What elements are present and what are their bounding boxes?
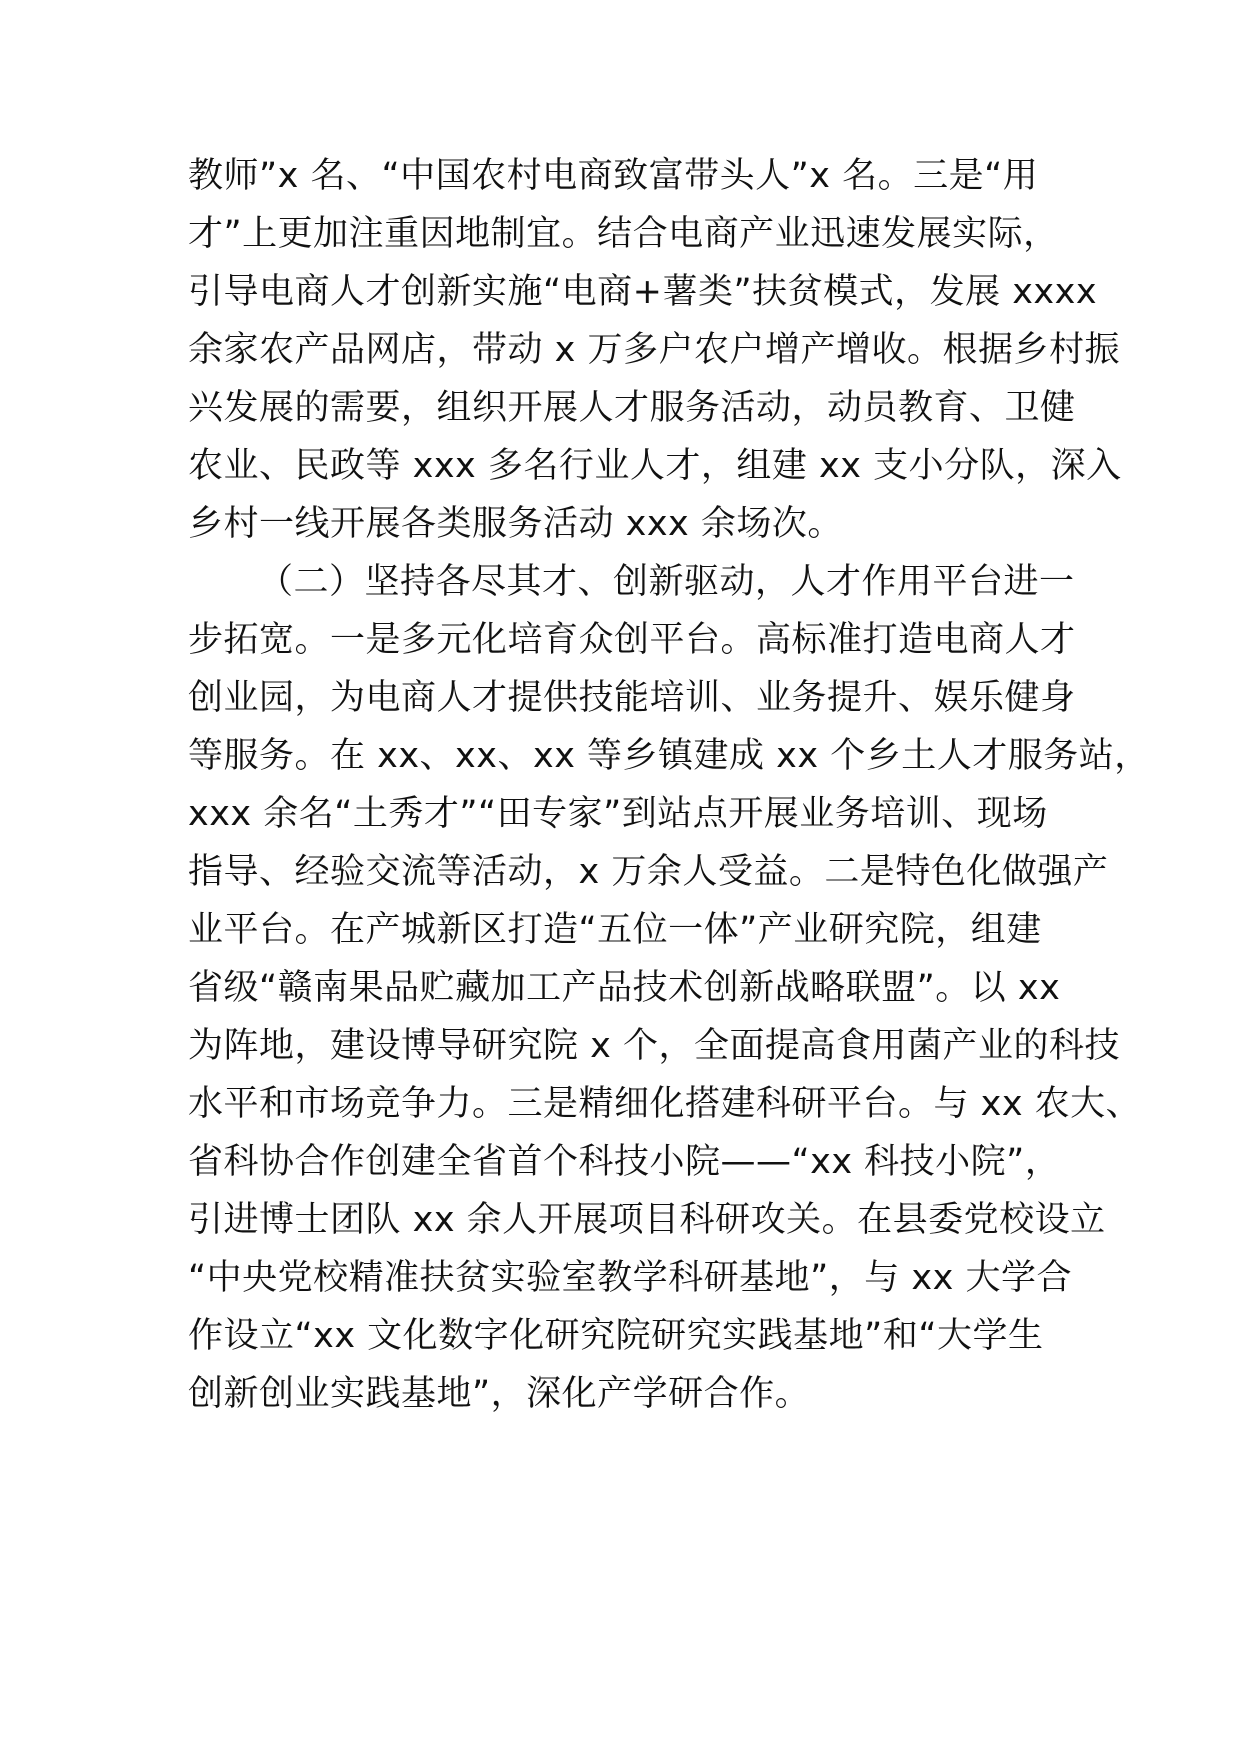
text-line-4: 余家农产品网店，带动 x 万多户农户增产增收。根据乡村振	[188, 330, 1120, 370]
text-line-21: 作设立“xx 文化数字化研究院研究实践基地”和“大学生	[188, 1316, 1044, 1356]
text-line-1: 教师”x 名、“中国农村电商致富带头人”x 名。三是“用	[188, 156, 1039, 196]
text-line-9: 步拓宽。一是多元化培育众创平台。高标准打造电商人才	[188, 620, 1076, 660]
text-line-3: 引导电商人才创新实施“电商+薯类”扶贫模式，发展 xxxx	[188, 272, 1098, 312]
text-line-10: 创业园，为电商人才提供技能培训、业务提升、娱乐健身	[188, 678, 1076, 718]
text-line-11: 等服务。在 xx、xx、xx 等乡镇建成 xx 个乡土人才服务站，	[188, 736, 1150, 776]
text-line-16: 为阵地，建设博导研究院 x 个，全面提高食用菌产业的科技	[188, 1026, 1120, 1066]
text-line-15: 省级“赣南果品贮藏加工产品技术创新战略联盟”。以 xx	[188, 968, 1061, 1008]
text-line-12: xxx 余名“土秀才”“田专家”到站点开展业务培训、现场	[188, 794, 1048, 834]
text-line-18: 省科协合作创建全省首个科技小院——“xx 科技小院”，	[188, 1142, 1061, 1182]
text-line-22: 创新创业实践基地”，深化产学研合作。	[188, 1374, 811, 1414]
text-line-6: 农业、民政等 xxx 多名行业人才，组建 xx 支小分队，深入	[188, 446, 1122, 486]
text-line-14: 业平台。在产城新区打造“五位一体”产业研究院，组建	[188, 910, 1042, 950]
text-line-20: “中央党校精准扶贫实验室教学科研基地”，与 xx 大学合	[188, 1258, 1072, 1298]
text-line-19: 引进博士团队 xx 余人开展项目科研攻关。在县委党校设立	[188, 1200, 1106, 1240]
text-line-5: 兴发展的需要，组织开展人才服务活动，动员教育、卫健	[188, 388, 1076, 428]
text-line-2: 才”上更加注重因地制宜。结合电商产业迅速发展实际，	[188, 214, 1059, 254]
paragraph-heading-line: （二）坚持各尽其才、创新驱动，人才作用平台进一	[258, 562, 1075, 602]
text-line-13: 指导、经验交流等活动，x 万余人受益。二是特色化做强产	[188, 852, 1109, 892]
text-line-7: 乡村一线开展各类服务活动 xxx 余场次。	[188, 504, 843, 544]
text-line-17: 水平和市场竞争力。三是精细化搭建科研平台。与 xx 农大、	[188, 1084, 1142, 1124]
